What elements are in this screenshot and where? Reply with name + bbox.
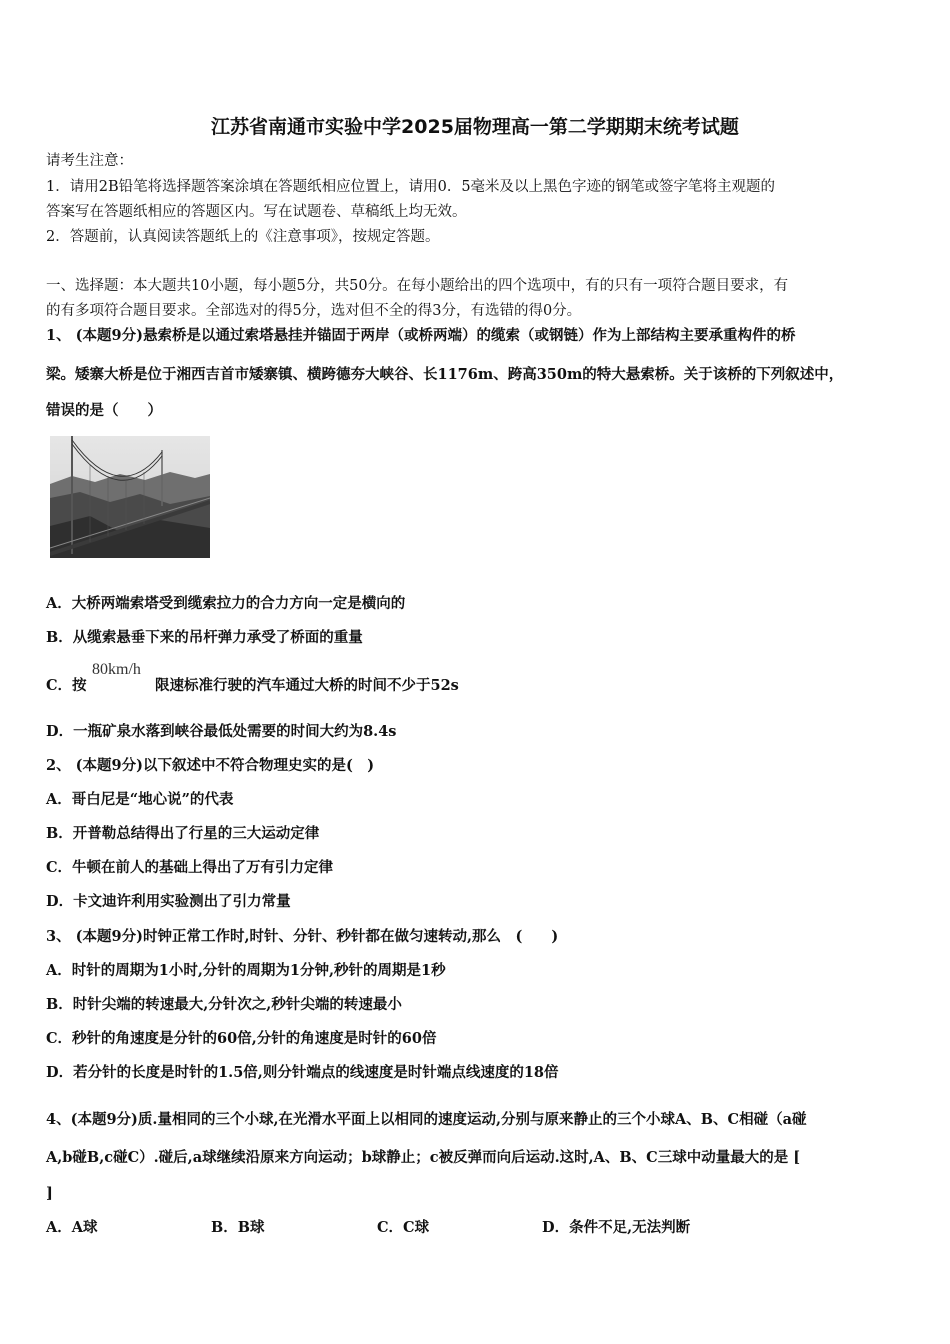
q4-stem-line-1: 4、(本题9分)质.量相同的三个小球,在光滑水平面上以相同的速度运动,分别与原来静止的三个小球A、B、C相碰（a碰 bbox=[46, 1111, 807, 1128]
q1-option-c-speed: 80km/h bbox=[92, 661, 141, 678]
q3-stem: 3、 (本题9分)时钟正常工作时,时针、分针、秒针都在做匀速转动,那么 ( ) bbox=[46, 928, 559, 945]
q4-option-b: B．B球 bbox=[211, 1219, 265, 1236]
q1-stem-line-2: 梁。矮寨大桥是位于湘西吉首市矮寨镇、横跨德夯大峡谷、长1176m、跨高350m的特大悬索桥。关于该桥的下列叙述中， bbox=[46, 366, 844, 383]
q4-options bbox=[46, 1216, 906, 1238]
notice-heading: 请考生注意： bbox=[46, 153, 133, 169]
q1-stem-line-3: 错误的是（ ） bbox=[46, 402, 162, 419]
q4-option-a: A．A球 bbox=[46, 1219, 98, 1236]
q1-option-b: B．从缆索悬垂下来的吊杆弹力承受了桥面的重量 bbox=[46, 629, 363, 646]
q3-option-c: C．秒针的角速度是分针的60倍,分针的角速度是时针的60倍 bbox=[46, 1030, 437, 1047]
q4-stem-line-2: A,b碰B,c碰C）.碰后,a球继续沿原来方向运动；b球静止；c被反弹而向后运动.这时,A、B、C三球中动量最大的是 [ bbox=[46, 1149, 801, 1166]
q1-option-a: A．大桥两端索塔受到缆索拉力的合力方向一定是横向的 bbox=[46, 595, 406, 612]
q2-option-a: A．哥白尼是“地心说”的代表 bbox=[46, 791, 234, 808]
notice-item-1b: 答案写在答题纸相应的答题区内。写在试题卷、草稿纸上均无效。 bbox=[46, 204, 467, 220]
notice-item-2: 2．答题前，认真阅读答题纸上的《注意事项》，按规定答题。 bbox=[46, 229, 440, 245]
section-line-1: 一、选择题：本大题共10小题，每小题5分，共50分。在每小题给出的四个选项中，有的只有一项符合题目要求，有 bbox=[46, 278, 789, 294]
q3-option-d: D．若分针的长度是时针的1.5倍,则分针端点的线速度是时针端点线速度的18倍 bbox=[46, 1064, 559, 1081]
page-title: 江苏省南通市实验中学2025届物理高一第二学期期末统考试题 bbox=[211, 116, 739, 138]
q1-stem-line-1: 1、 (本题9分)悬索桥是以通过索塔悬挂并锚固于两岸（或桥两端）的缆索（或钢链）作为上部结构主要承重构件的桥 bbox=[46, 327, 796, 344]
q3-option-a: A．时针的周期为1小时,分针的周期为1分钟,秒针的周期是1秒 bbox=[46, 962, 446, 979]
q4-option-d: D．条件不足,无法判断 bbox=[542, 1219, 691, 1236]
q2-option-c: C．牛顿在前人的基础上得出了万有引力定律 bbox=[46, 859, 334, 876]
q1-option-c-text: 限速标准行驶的汽车通过大桥的时间不少于52s bbox=[155, 677, 459, 694]
q2-option-b: B．开普勒总结得出了行星的三大运动定律 bbox=[46, 825, 320, 842]
q2-option-d: D．卡文迪许利用实验测出了引力常量 bbox=[46, 893, 291, 910]
notice-item-1a: 1．请用2B铅笔将选择题答案涂填在答题纸相应位置上，请用0．5毫米及以上黑色字迹的钢笔或签字笔将主观题的 bbox=[46, 179, 776, 195]
q4-option-c: C．C球 bbox=[377, 1219, 430, 1236]
q4-stem-line-3: ] bbox=[46, 1185, 53, 1202]
section-line-2: 的有多项符合题目要求。全部选对的得5分，选对但不全的得3分，有选错的得0分。 bbox=[46, 303, 582, 319]
q1-option-d: D．一瓶矿泉水落到峡谷最低处需要的时间大约为8.4s bbox=[46, 723, 397, 740]
q2-stem: 2、 (本题9分)以下叙述中不符合物理史实的是( ) bbox=[46, 757, 375, 774]
q3-option-b: B．时针尖端的转速最大,分针次之,秒针尖端的转速最小 bbox=[46, 996, 402, 1013]
bridge-photo bbox=[50, 436, 210, 558]
q1-option-c-prefix: C．按 bbox=[46, 677, 87, 694]
